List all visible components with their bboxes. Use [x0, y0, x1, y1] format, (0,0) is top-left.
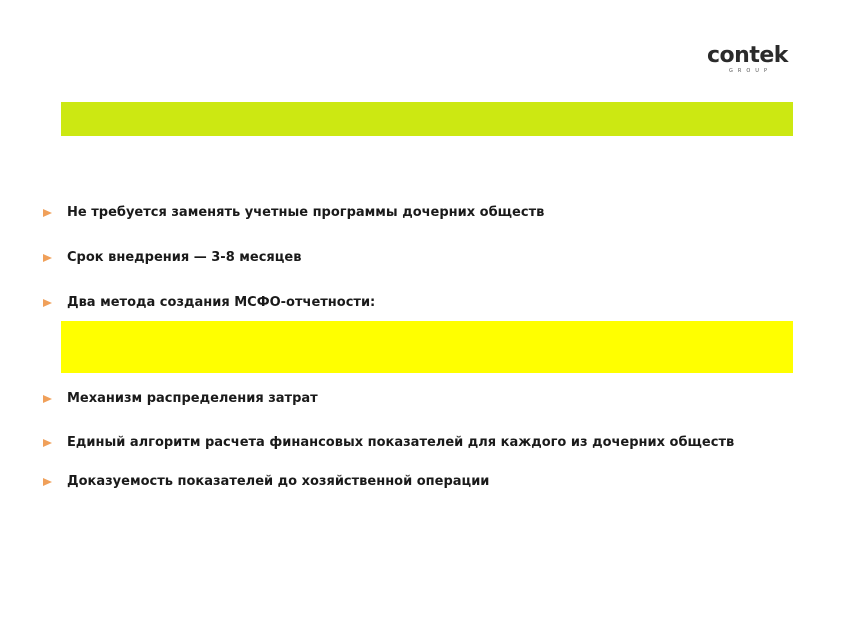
bullet-item	[43, 294, 376, 312]
bullet-item	[43, 473, 490, 491]
bullet-text: Доказуемость показателей до хозяйственной операции	[67, 474, 490, 489]
title-band	[61, 102, 793, 136]
contek-logo	[707, 44, 797, 76]
bullet-item	[43, 434, 735, 452]
bullet-text: Единый алгоритм расчета финансовых показателей для каждого из дочерних обществ	[67, 435, 735, 450]
triangle-right-icon	[43, 439, 52, 447]
logo-wordmark: contek	[707, 43, 788, 68]
bullet-item	[43, 204, 545, 222]
highlight-band	[61, 321, 793, 373]
bullet-item	[43, 249, 302, 267]
triangle-right-icon	[43, 209, 52, 217]
bullet-text: Механизм распределения затрат	[67, 391, 318, 406]
triangle-right-icon	[43, 254, 52, 262]
bullet-text: Срок внедрения — 3-8 месяцев	[67, 250, 302, 265]
bullet-text: Не требуется заменять учетные программы дочерних обществ	[67, 205, 545, 220]
bullet-text: Два метода создания МСФО-отчетности:	[67, 295, 376, 310]
triangle-right-icon	[43, 299, 52, 307]
triangle-right-icon	[43, 395, 52, 403]
logo-subtitle: GROUP	[729, 68, 772, 74]
triangle-right-icon	[43, 478, 52, 486]
bullet-item	[43, 390, 318, 408]
